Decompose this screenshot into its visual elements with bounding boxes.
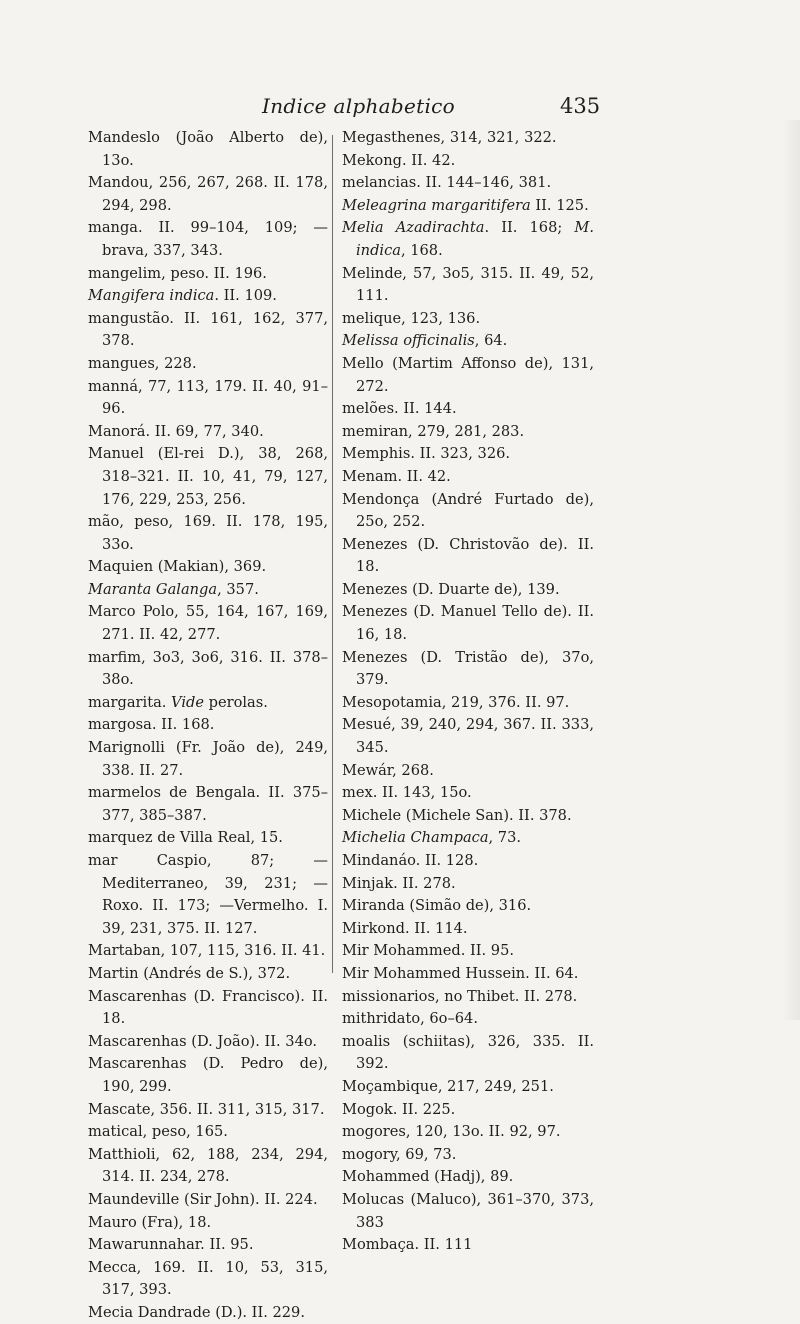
index-entry	[342, 940, 594, 963]
column-divider	[332, 135, 333, 973]
index-entry	[88, 647, 328, 692]
index-entry	[88, 1257, 328, 1302]
index-entry	[342, 443, 594, 466]
index-entry-text: Manorá. II. 69, 77, 340.	[88, 422, 264, 440]
index-entry	[342, 217, 594, 262]
index-entry-text: marfim, 3o3, 3o6, 316. II. 378–38o.	[88, 648, 328, 689]
index-entry	[342, 579, 594, 602]
index-entry	[88, 940, 328, 963]
index-entry-italic-text: Meleagrina margaritifera	[342, 196, 531, 214]
index-entry	[88, 1302, 328, 1324]
index-entry-text: Molucas (Maluco), 361–370, 373, 383	[342, 1190, 594, 1231]
index-entry-text: Martin (Andrés de S.), 372.	[88, 964, 291, 982]
page-edge-shadow	[782, 120, 800, 1020]
index-entry	[88, 376, 328, 421]
index-entry	[88, 285, 328, 308]
index-entry	[88, 782, 328, 827]
index-entry	[342, 601, 594, 646]
index-entry-text: Manuel (El-rei D.), 38, 268, 318–321. II. 10, 41, 79, 127, 176, 229, 253, 256.	[88, 445, 328, 508]
index-entry-text: mar Caspio, 87; —Mediterraneo, 39, 231; —Roxo. II. 173; —Vermelho. I. 39, 231, 375. II. 127.	[88, 852, 328, 937]
index-entry-italic-text: Melia Azadirachta	[342, 219, 485, 237]
index-entry	[342, 1144, 594, 1167]
index-entry	[342, 714, 594, 759]
index-entry	[88, 263, 328, 286]
index-entry-text: missionarios, no Thibet. II. 278.	[342, 987, 578, 1005]
index-entry	[342, 873, 594, 896]
index-entry-italic-text: M. indica	[356, 219, 594, 259]
index-entry	[88, 1212, 328, 1235]
index-entry-text: Megasthenes, 314, 321, 322.	[342, 129, 557, 146]
index-entry-text: Mombaça. II. 111	[342, 1236, 473, 1254]
index-entry	[342, 760, 594, 783]
index-entry-text: Mascarenhas (D. Francisco). II. 18.	[88, 987, 328, 1028]
index-entry-text: Moçambique, 217, 249, 251.	[342, 1077, 554, 1095]
index-entry	[88, 172, 328, 217]
index-entry-text: Menam. II. 42.	[342, 467, 451, 485]
index-entry-text: melancias. II. 144–146, 381.	[342, 174, 552, 192]
index-entry	[342, 782, 594, 805]
index-entry-text: matical, peso, 165.	[88, 1123, 228, 1141]
index-column-right	[342, 127, 594, 1257]
index-entry	[342, 489, 594, 534]
index-entry	[88, 963, 328, 986]
index-entry-italic-text: Mangifera indica	[88, 287, 215, 305]
index-entry	[88, 692, 328, 715]
index-entry-text: manná, 77, 113, 179. II. 40, 91–96.	[88, 377, 328, 418]
index-entry	[342, 850, 594, 873]
index-entry-italic-text: Maranta Galanga	[88, 580, 218, 598]
index-entry	[342, 353, 594, 398]
index-entry	[342, 692, 594, 715]
index-entry-text: Mascarenhas (D. Pedro de), 190, 299.	[88, 1055, 328, 1095]
index-entry-text: Mekong. II. 42.	[342, 151, 456, 169]
index-entry-text: Mir Mohammed Hussein. II. 64.	[342, 964, 579, 982]
index-entry	[342, 1234, 594, 1257]
index-entry-text: Mascarenhas (D. João). II. 34o.	[88, 1032, 318, 1050]
index-entry	[88, 1121, 328, 1144]
running-head	[0, 94, 800, 124]
index-entry-text: Mewár, 268.	[342, 761, 434, 779]
index-entry-text: melões. II. 144.	[342, 400, 457, 418]
index-entry	[342, 647, 594, 692]
index-entry	[342, 1076, 594, 1099]
index-entry	[88, 1053, 328, 1098]
index-entry-text: . II. 109.	[214, 287, 277, 305]
index-entry	[342, 895, 594, 918]
index-entry	[88, 217, 328, 262]
index-entry-italic-text: Vide	[171, 693, 204, 711]
index-entry-text: mangustão. II. 161, 162, 377, 378.	[88, 309, 328, 350]
index-entry-text: Menezes (D. Christovão de). II. 18.	[342, 535, 594, 576]
index-entry	[88, 1099, 328, 1122]
index-entry	[342, 1031, 594, 1076]
index-entry-text: Mascate, 356. II. 311, 315, 317.	[88, 1100, 325, 1118]
index-entry-text: Mesué, 39, 240, 294, 367. II. 333, 345.	[342, 716, 594, 757]
index-entry-text: Miranda (Simão de), 316.	[342, 897, 532, 915]
index-entry-text: Maquien (Makian), 369.	[88, 558, 267, 576]
index-entry-text: mogores, 120, 13o. II. 92, 97.	[342, 1123, 561, 1141]
index-entry-text: Minjak. II. 278.	[342, 874, 456, 892]
index-entry	[342, 1189, 594, 1234]
index-entry-text: Michele (Michele San). II. 378.	[342, 806, 572, 824]
index-entry	[88, 986, 328, 1031]
index-entry	[342, 805, 594, 828]
index-entry	[88, 308, 328, 353]
index-entry-text: Marco Polo, 55, 164, 167, 169, 271. II. 42, 277.	[88, 603, 328, 644]
index-entry-text: II. 125.	[530, 196, 589, 214]
page-title: Indice alphabetico	[262, 94, 456, 118]
index-entry-text: melique, 123, 136.	[342, 309, 481, 327]
index-entry	[88, 1189, 328, 1212]
index-entry-text: Mandeslo (João Alberto de), 13o.	[88, 129, 328, 169]
index-entry-text: , 357.	[217, 580, 259, 598]
index-entry-text: perolas.	[203, 693, 268, 711]
index-entry	[342, 466, 594, 489]
index-entry	[342, 421, 594, 444]
index-entry-text: Mirkond. II. 114.	[342, 919, 468, 937]
index-entry	[342, 534, 594, 579]
index-entry-text: Mello (Martim Affonso de), 131, 272.	[342, 354, 594, 395]
index-entry	[342, 963, 594, 986]
index-entry-italic-text: Melissa officinalis	[342, 332, 475, 350]
index-entry	[88, 353, 328, 376]
index-entry	[88, 827, 328, 850]
index-entry	[88, 443, 328, 511]
index-entry-text: marquez de Villa Real, 15.	[88, 829, 283, 847]
index-entry	[342, 127, 594, 150]
index-entry	[88, 421, 328, 444]
index-entry	[342, 172, 594, 195]
index-entry	[88, 511, 328, 556]
index-entry	[342, 986, 594, 1009]
index-entry	[88, 1144, 328, 1189]
index-entry-text: Mogok. II. 225.	[342, 1100, 456, 1118]
index-entry-text: Mesopotamia, 219, 376. II. 97.	[342, 693, 570, 711]
index-entry	[342, 1166, 594, 1189]
index-entry-text: Matthioli, 62, 188, 234, 294, 314. II. 234, 278.	[88, 1145, 328, 1186]
index-entry	[88, 1234, 328, 1257]
index-entry	[342, 195, 594, 218]
index-entry-text: memiran, 279, 281, 283.	[342, 422, 525, 440]
index-entry	[88, 601, 328, 646]
index-entry-text: Mecia Dandrade (D.). II. 229.	[88, 1303, 305, 1321]
index-entry-text: Mindanáo. II. 128.	[342, 852, 479, 869]
index-entry-text: Mauro (Fra), 18.	[88, 1213, 212, 1231]
index-entry-text: mithridato, 6o–64.	[342, 1010, 478, 1028]
index-entry-text: Memphis. II. 323, 326.	[342, 445, 511, 463]
page-number: 435	[560, 94, 601, 118]
index-entry-text: Melinde, 57, 3o5, 315. II. 49, 52, 111.	[342, 264, 594, 305]
index-entry	[342, 398, 594, 421]
index-entry-text: manga. II. 99–104, 109; —brava, 337, 343.	[88, 219, 328, 259]
index-entry-text: Mawarunnahar. II. 95.	[88, 1236, 254, 1254]
index-entry-text: Menezes (D. Duarte de), 139.	[342, 580, 560, 598]
index-column-left	[88, 127, 328, 1324]
index-entry	[88, 1031, 328, 1054]
index-entry-text: Menezes (D. Tristão de), 37o, 379.	[342, 648, 594, 689]
index-entry	[88, 714, 328, 737]
index-entry-italic-text: Michelia Champaca	[342, 829, 489, 847]
index-entry-text: Maundeville (Sir John). II. 224.	[88, 1190, 318, 1208]
index-entry-text: mogory, 69, 73.	[342, 1145, 457, 1163]
index-entry	[342, 827, 594, 850]
index-entry	[88, 556, 328, 579]
index-entry	[88, 579, 328, 602]
index-entry	[342, 1121, 594, 1144]
index-entry	[342, 918, 594, 941]
index-entry-text: Mendonça (André Furtado de), 25o, 252.	[342, 490, 594, 531]
index-entry-text: margosa. II. 168.	[88, 716, 215, 734]
index-entry-text: Mir Mohammed. II. 95.	[342, 942, 515, 960]
index-entry-text: mão, peso, 169. II. 178, 195, 33o.	[88, 513, 328, 553]
index-entry-text: mex. II. 143, 15o.	[342, 784, 472, 802]
index-entry-text: mangelim, peso. II. 196.	[88, 264, 267, 282]
index-entry-text: Mohammed (Hadj), 89.	[342, 1168, 514, 1186]
index-entry-text: Mandou, 256, 267, 268. II. 178, 294, 298.	[88, 174, 328, 214]
index-entry-text: Martaban, 107, 115, 316. II. 41.	[88, 942, 326, 960]
index-entry	[342, 1008, 594, 1031]
index-entry-text: margarita.	[88, 693, 172, 711]
index-entry	[342, 308, 594, 331]
index-entry	[342, 330, 594, 353]
index-entry-text: , 168.	[400, 241, 443, 259]
index-entry-text: Menezes (D. Manuel Tello de). II. 16, 18.	[342, 603, 594, 644]
index-entry	[342, 263, 594, 308]
index-entry	[342, 150, 594, 173]
index-entry-text: Marignolli (Fr. João de), 249, 338. II. 27.	[88, 739, 328, 779]
index-entry-text: marmelos de Bengala. II. 375–377, 385–387.	[88, 784, 328, 824]
index-entry-text: moalis (schiitas), 326, 335. II. 392.	[342, 1032, 594, 1073]
index-entry-text: mangues, 228.	[88, 354, 197, 372]
index-entry-text: , 64.	[474, 332, 508, 350]
index-entry	[88, 737, 328, 782]
index-entry	[88, 127, 328, 172]
index-entry-text: , 73.	[488, 829, 522, 847]
index-entry	[342, 1099, 594, 1122]
index-entry-text: . II. 168;	[484, 219, 575, 237]
index-entry	[88, 850, 328, 940]
index-entry-text: Mecca, 169. II. 10, 53, 315, 317, 393.	[88, 1258, 328, 1299]
